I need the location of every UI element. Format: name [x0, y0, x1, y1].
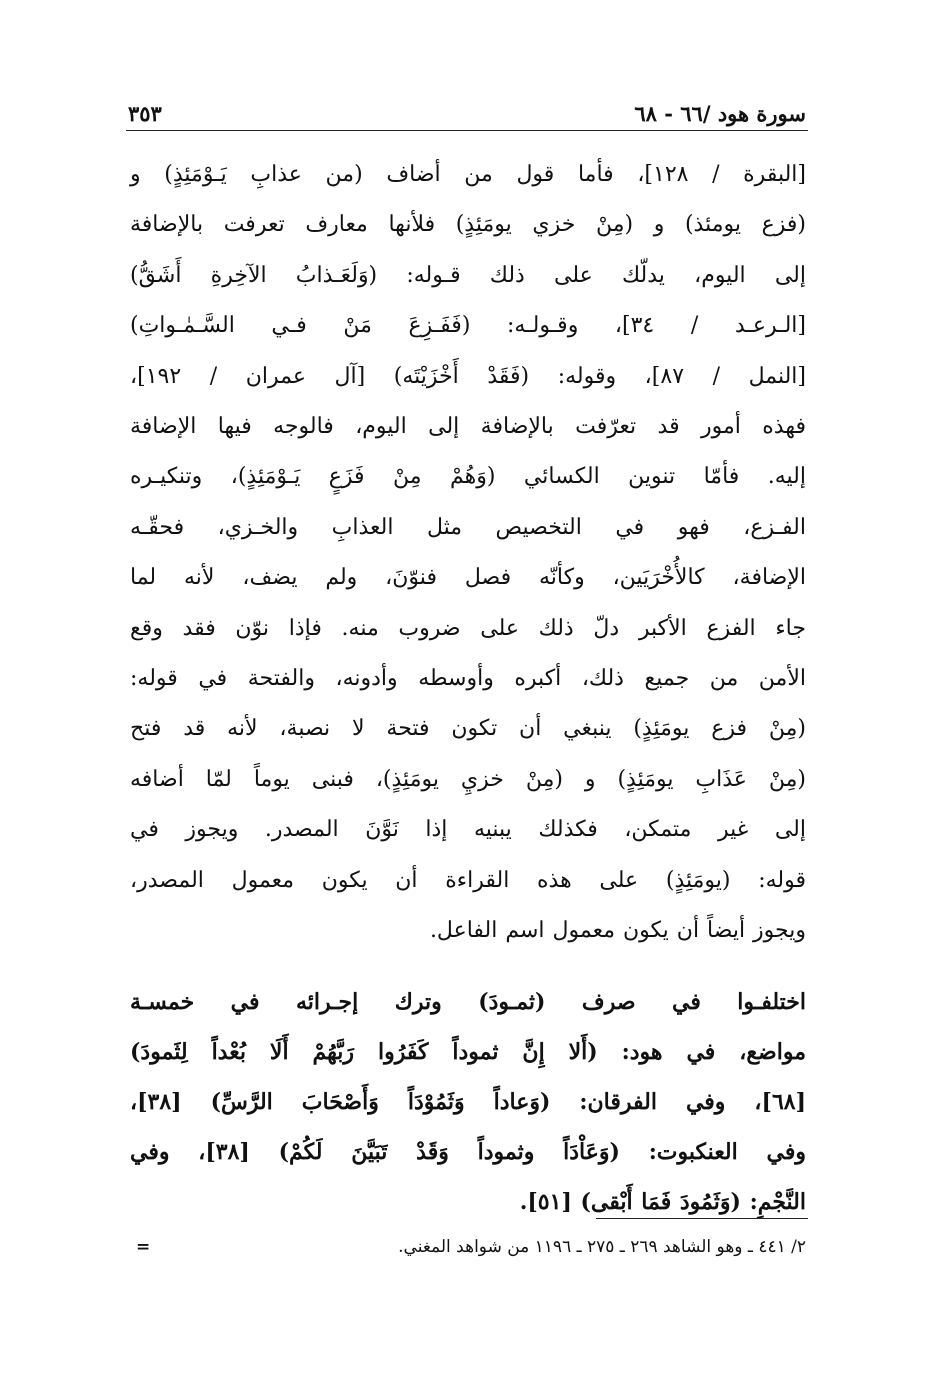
text-line: إليه. فأمّا تنوين الكسائي (وَهُمْ مِنْ فَزَعٍ يَـوْمَئِذٍ)، وتنكيـره — [130, 464, 806, 490]
text-line: إلى غير متمكن، فكذلك يبنيه إذا نَوَّنَ المصدر. ويجوز في — [130, 817, 806, 843]
text-line: [النمل / ٨٧]، وقوله: (فَقَدْ أَخْزَيْتَه) [آل عمران / ١٩٢]، — [130, 363, 806, 389]
text-line: مواضع، في هود: (أَلا إِنَّ ثموداً كَفَرُوا رَبَّهُمْ أَلَا بُعْداً لِثَمودَ) — [130, 1038, 806, 1065]
paragraph-1 — [130, 150, 806, 957]
text-line: جاء الفزع الأكبر دلّ ذلك على ضروب منه. فإذا نوّن فقد وقع — [130, 615, 806, 641]
paragraph-2 — [130, 977, 806, 1227]
text-line: (مِنْ فزع يومَئِذٍ) ينبغي أن تكون فتحة لا نصبة، لأنه قد فتح — [130, 716, 806, 742]
running-title: سورة هود /٦٦ - ٦٨ — [634, 101, 806, 126]
running-header — [128, 86, 806, 126]
footnote — [130, 1232, 806, 1262]
page-body — [130, 150, 806, 1227]
text-line: الفـزع، فهو في التخصيص مثل العذابِ والخـزي، فحقّـه — [130, 514, 806, 540]
text-line: وفي العنكبوت: (وَعَاْدَاً وثموداً وَقَدْ تَبَيَّنَ لَكُمْ) [٣٨]، وفي — [130, 1138, 806, 1165]
text-line: (مِنْ عَذَابِ يومَئِذٍ) و (مِنْ خزيِ يومَئِذٍ)، فبنى يوماً لمّا أضافه — [130, 766, 806, 792]
footnote-continuation-marker: = — [136, 1237, 151, 1257]
text-line: (فزع يومئذ) و (مِنْ خزي يومَئِذٍ) فلأنها معارف تعرفت بالإضافة — [130, 212, 806, 238]
text-line: فهذه أمور قد تعرّفت بالإضافة إلى اليوم، فالوجه فيها الإضافة — [130, 414, 806, 440]
footnote-rule — [596, 1218, 808, 1219]
text-line: النَّجْمِ: (وَثَمُودَ فَمَا أَبْقى) [٥١]. — [519, 1188, 806, 1215]
text-line: ويجوز أيضاً أن يكون معمول اسم الفاعل. — [429, 918, 806, 944]
footnote-text: ٢/ ٤٤١ ـ وهو الشاهد ٢٦٩ ـ ٢٧٥ ـ ١١٩٦ من شواهد المغني. — [398, 1237, 806, 1257]
text-line: الإضافة، كالأُخْرَيَين، وكأنّه فصل فنوّنَ، ولم يضف، لأنه لما — [130, 565, 806, 591]
text-line: قوله: (يومَئِذٍ) على هذه القراءة أن يكون معمول المصدر، — [130, 867, 806, 893]
page-number: ٣٥٣ — [128, 101, 162, 126]
text-line: الأمن من جميع ذلك، أكبره وأوسطه وأدونه، والفتحة في قوله: — [130, 666, 806, 692]
text-line: إلى اليوم، يدلّك على ذلك قـوله: (وَلَعَـذابُ الآخِرةِ أَشَقُّ) — [130, 262, 806, 288]
text-line: [الـرعـد / ٣٤]، وقـولـه: (فَفَـزِعَ مَنْ فـي السَّـمٰـواتِ) — [130, 313, 806, 339]
text-line: اختلفـوا في صرف (ثمـودَ) وترك إجـرائه في خمسـة — [130, 988, 806, 1015]
header-rule — [126, 130, 808, 131]
text-line: [البقرة / ١٢٨]، فأما قول من أضاف (من عذابِ يَـوْمَئِذٍ) و — [130, 162, 806, 187]
text-line: [٦٨]، وفي الفرقان: (وَعاداً وَثَمُوْدَاً وَأَصْحَابَ الرَّسِّ) [٣٨]، — [130, 1088, 806, 1115]
